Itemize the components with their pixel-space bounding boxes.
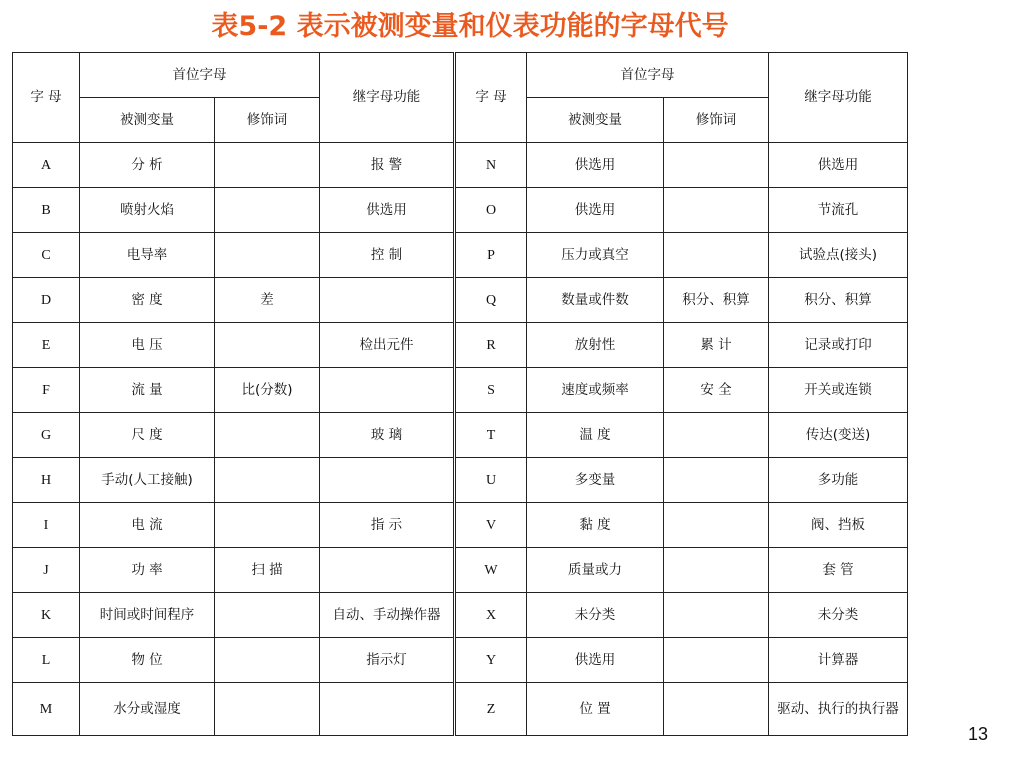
letter-cell: V [455,503,527,548]
modifier-cell [664,458,769,503]
succeeding-function-cell [320,683,455,736]
modifier-cell: 比(分数) [215,368,320,413]
modifier-cell [664,143,769,188]
letter-cell: C [13,233,80,278]
measured-variable-cell: 供选用 [527,188,664,233]
table-row [13,548,908,593]
succeeding-function-cell: 控 制 [320,233,455,278]
measured-variable-cell: 供选用 [527,638,664,683]
measured-variable-cell: 多变量 [527,458,664,503]
succeeding-function-cell: 报 警 [320,143,455,188]
succeeding-function-cell: 积分、积算 [769,278,908,323]
modifier-cell [215,233,320,278]
letter-cell: T [455,413,527,458]
letter-cell: O [455,188,527,233]
letter-cell: Q [455,278,527,323]
letter-cell: J [13,548,80,593]
letter-code-table [12,52,908,736]
succeeding-function-cell: 试验点(接头) [769,233,908,278]
succeeding-function-cell: 节流孔 [769,188,908,233]
measured-variable-cell: 温 度 [527,413,664,458]
table-row [13,278,908,323]
table-row [13,188,908,233]
measured-variable-cell: 功 率 [80,548,215,593]
measured-variable-cell: 黏 度 [527,503,664,548]
letter-cell: G [13,413,80,458]
modifier-cell [664,413,769,458]
modifier-cell [215,143,320,188]
succeeding-function-cell [320,548,455,593]
header-first-letter-left: 首位字母 [80,53,320,98]
measured-variable-cell: 电 压 [80,323,215,368]
modifier-cell [664,188,769,233]
modifier-cell [664,548,769,593]
succeeding-function-cell [320,278,455,323]
measured-variable-cell: 供选用 [527,143,664,188]
letter-cell: A [13,143,80,188]
table-body [13,53,908,736]
table-row [13,638,908,683]
measured-variable-cell: 压力或真空 [527,233,664,278]
letter-cell: H [13,458,80,503]
letter-cell: W [455,548,527,593]
letter-cell: U [455,458,527,503]
succeeding-function-cell: 开关或连锁 [769,368,908,413]
modifier-cell [215,413,320,458]
header-letter-left: 字 母 [13,53,80,143]
modifier-cell [215,638,320,683]
measured-variable-cell: 电 流 [80,503,215,548]
succeeding-function-cell: 玻 璃 [320,413,455,458]
modifier-cell [664,593,769,638]
succeeding-function-cell: 阀、挡板 [769,503,908,548]
modifier-cell: 累 计 [664,323,769,368]
table-row [13,593,908,638]
measured-variable-cell: 密 度 [80,278,215,323]
measured-variable-cell: 放射性 [527,323,664,368]
measured-variable-cell: 尺 度 [80,413,215,458]
succeeding-function-cell [320,458,455,503]
letter-cell: I [13,503,80,548]
modifier-cell [215,458,320,503]
letter-cell: K [13,593,80,638]
succeeding-function-cell: 检出元件 [320,323,455,368]
measured-variable-cell: 手动(人工接触) [80,458,215,503]
succeeding-function-cell: 多功能 [769,458,908,503]
header-succeeding-function-left: 继字母功能 [320,53,455,143]
letter-cell: B [13,188,80,233]
letter-cell: Y [455,638,527,683]
succeeding-function-cell: 计算器 [769,638,908,683]
letter-cell: M [13,683,80,736]
table-row [13,683,908,736]
letter-cell: N [455,143,527,188]
table-row [13,368,908,413]
modifier-cell [664,638,769,683]
measured-variable-cell: 速度或频率 [527,368,664,413]
modifier-cell [215,188,320,233]
measured-variable-cell: 质量或力 [527,548,664,593]
letter-cell: Z [455,683,527,736]
succeeding-function-cell: 未分类 [769,593,908,638]
modifier-cell: 积分、积算 [664,278,769,323]
measured-variable-cell: 数量或件数 [527,278,664,323]
modifier-cell [664,503,769,548]
table-row [13,143,908,188]
header-succeeding-function-right: 继字母功能 [769,53,908,143]
table-row [13,323,908,368]
table-row [13,503,908,548]
succeeding-function-cell: 套 管 [769,548,908,593]
measured-variable-cell: 流 量 [80,368,215,413]
modifier-cell [664,233,769,278]
letter-cell: X [455,593,527,638]
header-measured-variable-left: 被测变量 [80,98,215,143]
modifier-cell: 差 [215,278,320,323]
succeeding-function-cell: 指 示 [320,503,455,548]
table-row [13,413,908,458]
measured-variable-cell: 未分类 [527,593,664,638]
letter-cell: F [13,368,80,413]
letter-cell: P [455,233,527,278]
header-letter-right: 字 母 [455,53,527,143]
measured-variable-cell: 水分或湿度 [80,683,215,736]
succeeding-function-cell: 传达(变送) [769,413,908,458]
letter-cell: S [455,368,527,413]
modifier-cell [215,593,320,638]
succeeding-function-cell: 自动、手动操作器 [320,593,455,638]
table-row [13,458,908,503]
modifier-cell: 扫 描 [215,548,320,593]
header-measured-variable-right: 被测变量 [527,98,664,143]
header-modifier-left: 修饰词 [215,98,320,143]
succeeding-function-cell: 记录或打印 [769,323,908,368]
measured-variable-cell: 时间或时间程序 [80,593,215,638]
page-number: 13 [968,724,989,744]
measured-variable-cell: 喷射火焰 [80,188,215,233]
letter-cell: L [13,638,80,683]
modifier-cell: 安 全 [664,368,769,413]
letter-cell: E [13,323,80,368]
modifier-cell [664,683,769,736]
succeeding-function-cell [320,368,455,413]
succeeding-function-cell: 供选用 [769,143,908,188]
letter-cell: R [455,323,527,368]
measured-variable-cell: 物 位 [80,638,215,683]
table-row [13,233,908,278]
succeeding-function-cell: 指示灯 [320,638,455,683]
modifier-cell [215,683,320,736]
measured-variable-cell: 电导率 [80,233,215,278]
header-modifier-right: 修饰词 [664,98,769,143]
succeeding-function-cell: 供选用 [320,188,455,233]
measured-variable-cell: 分 析 [80,143,215,188]
header-row [13,53,908,98]
modifier-cell [215,503,320,548]
succeeding-function-cell: 驱动、执行的执行器 [769,683,908,736]
header-first-letter-right: 首位字母 [527,53,769,98]
modifier-cell [215,323,320,368]
letter-cell: D [13,278,80,323]
page-title: 表5-2 表示被测变量和仪表功能的字母代号 [211,11,729,42]
measured-variable-cell: 位 置 [527,683,664,736]
